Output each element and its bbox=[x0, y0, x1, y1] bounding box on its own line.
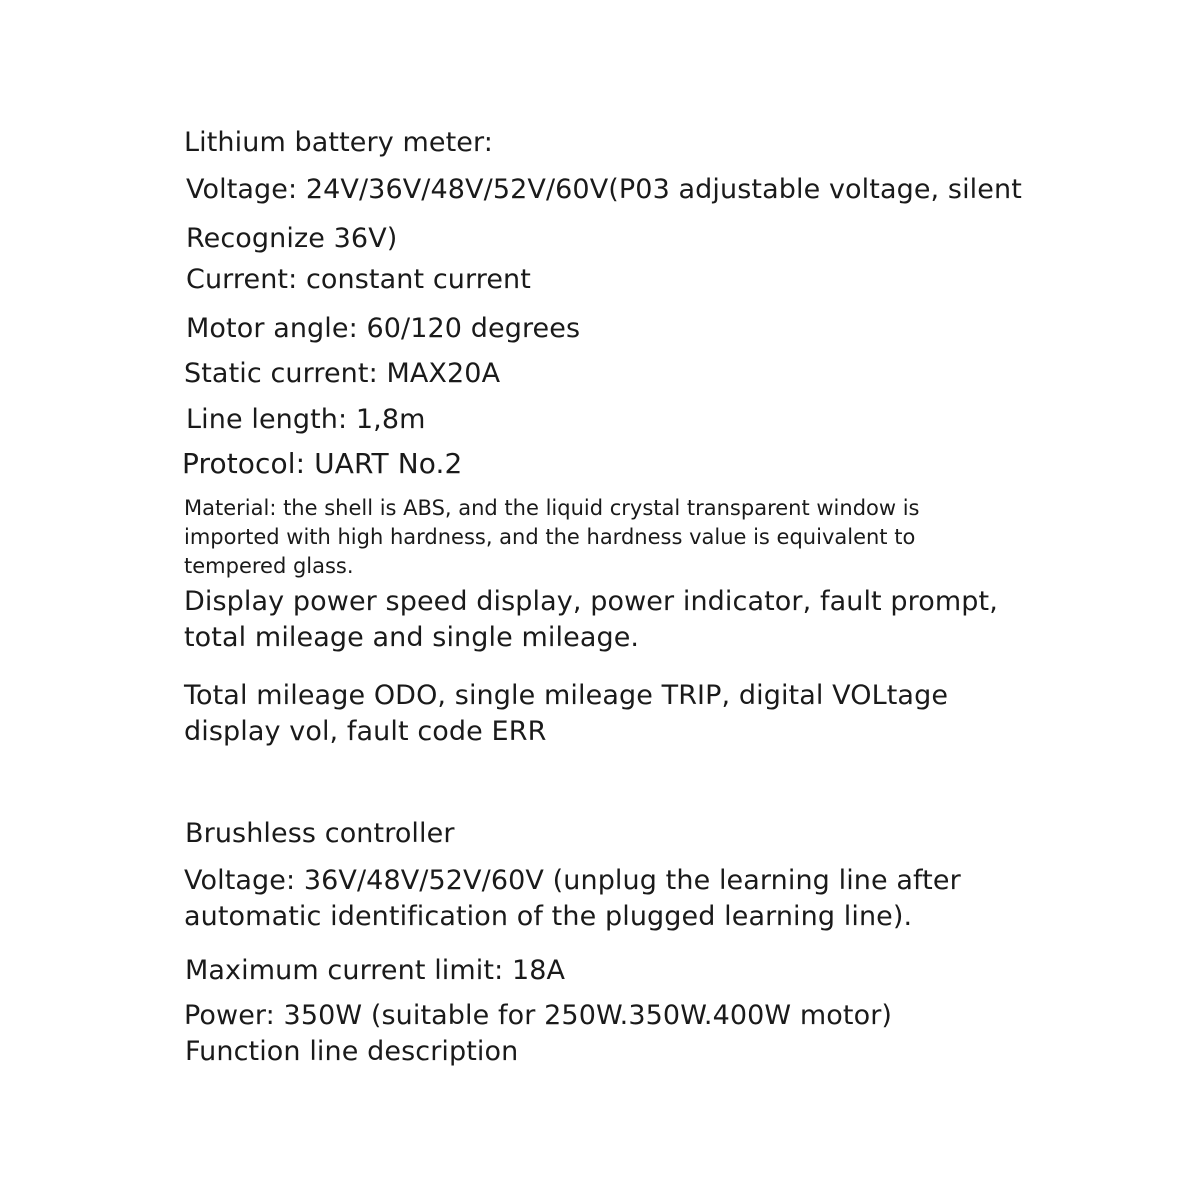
controller-voltage-line-1: Voltage: 36V/48V/52V/60V (unplug the learning line after bbox=[184, 865, 961, 896]
controller-voltage-line-2: automatic identification of the plugged learning line). bbox=[184, 901, 913, 932]
meter-current: Current: constant current bbox=[186, 264, 531, 295]
controller-heading: Brushless controller bbox=[185, 818, 455, 849]
meter-display-line-1: Display power speed display, power indicator, fault prompt, bbox=[184, 586, 998, 617]
controller-power: Power: 350W (suitable for 250W.350W.400W motor) bbox=[184, 1000, 893, 1031]
meter-material-line-2: imported with high hardness, and the hardness value is equivalent to bbox=[184, 525, 916, 549]
meter-material-line-1: Material: the shell is ABS, and the liquid crystal transparent window is bbox=[184, 496, 920, 520]
meter-display-line-2: total mileage and single mileage. bbox=[184, 622, 640, 653]
meter-material-line-3: tempered glass. bbox=[184, 554, 354, 578]
meter-line-length: Line length: 1,8m bbox=[186, 404, 426, 435]
meter-voltage-line-1: Voltage: 24V/36V/48V/52V/60V(P03 adjustable voltage, silent bbox=[186, 174, 1022, 205]
meter-mileage-line-2: display vol, fault code ERR bbox=[184, 716, 547, 747]
meter-protocol: Protocol: UART No.2 bbox=[182, 447, 463, 480]
meter-motor-angle: Motor angle: 60/120 degrees bbox=[186, 313, 581, 344]
meter-voltage-line-2: Recognize 36V) bbox=[186, 223, 398, 254]
controller-max-current: Maximum current limit: 18A bbox=[185, 955, 566, 986]
meter-mileage-line-1: Total mileage ODO, single mileage TRIP, digital VOLtage bbox=[184, 680, 949, 711]
meter-static-current: Static current: MAX20A bbox=[184, 358, 501, 389]
meter-heading: Lithium battery meter: bbox=[184, 127, 493, 158]
controller-function-line: Function line description bbox=[185, 1036, 519, 1067]
